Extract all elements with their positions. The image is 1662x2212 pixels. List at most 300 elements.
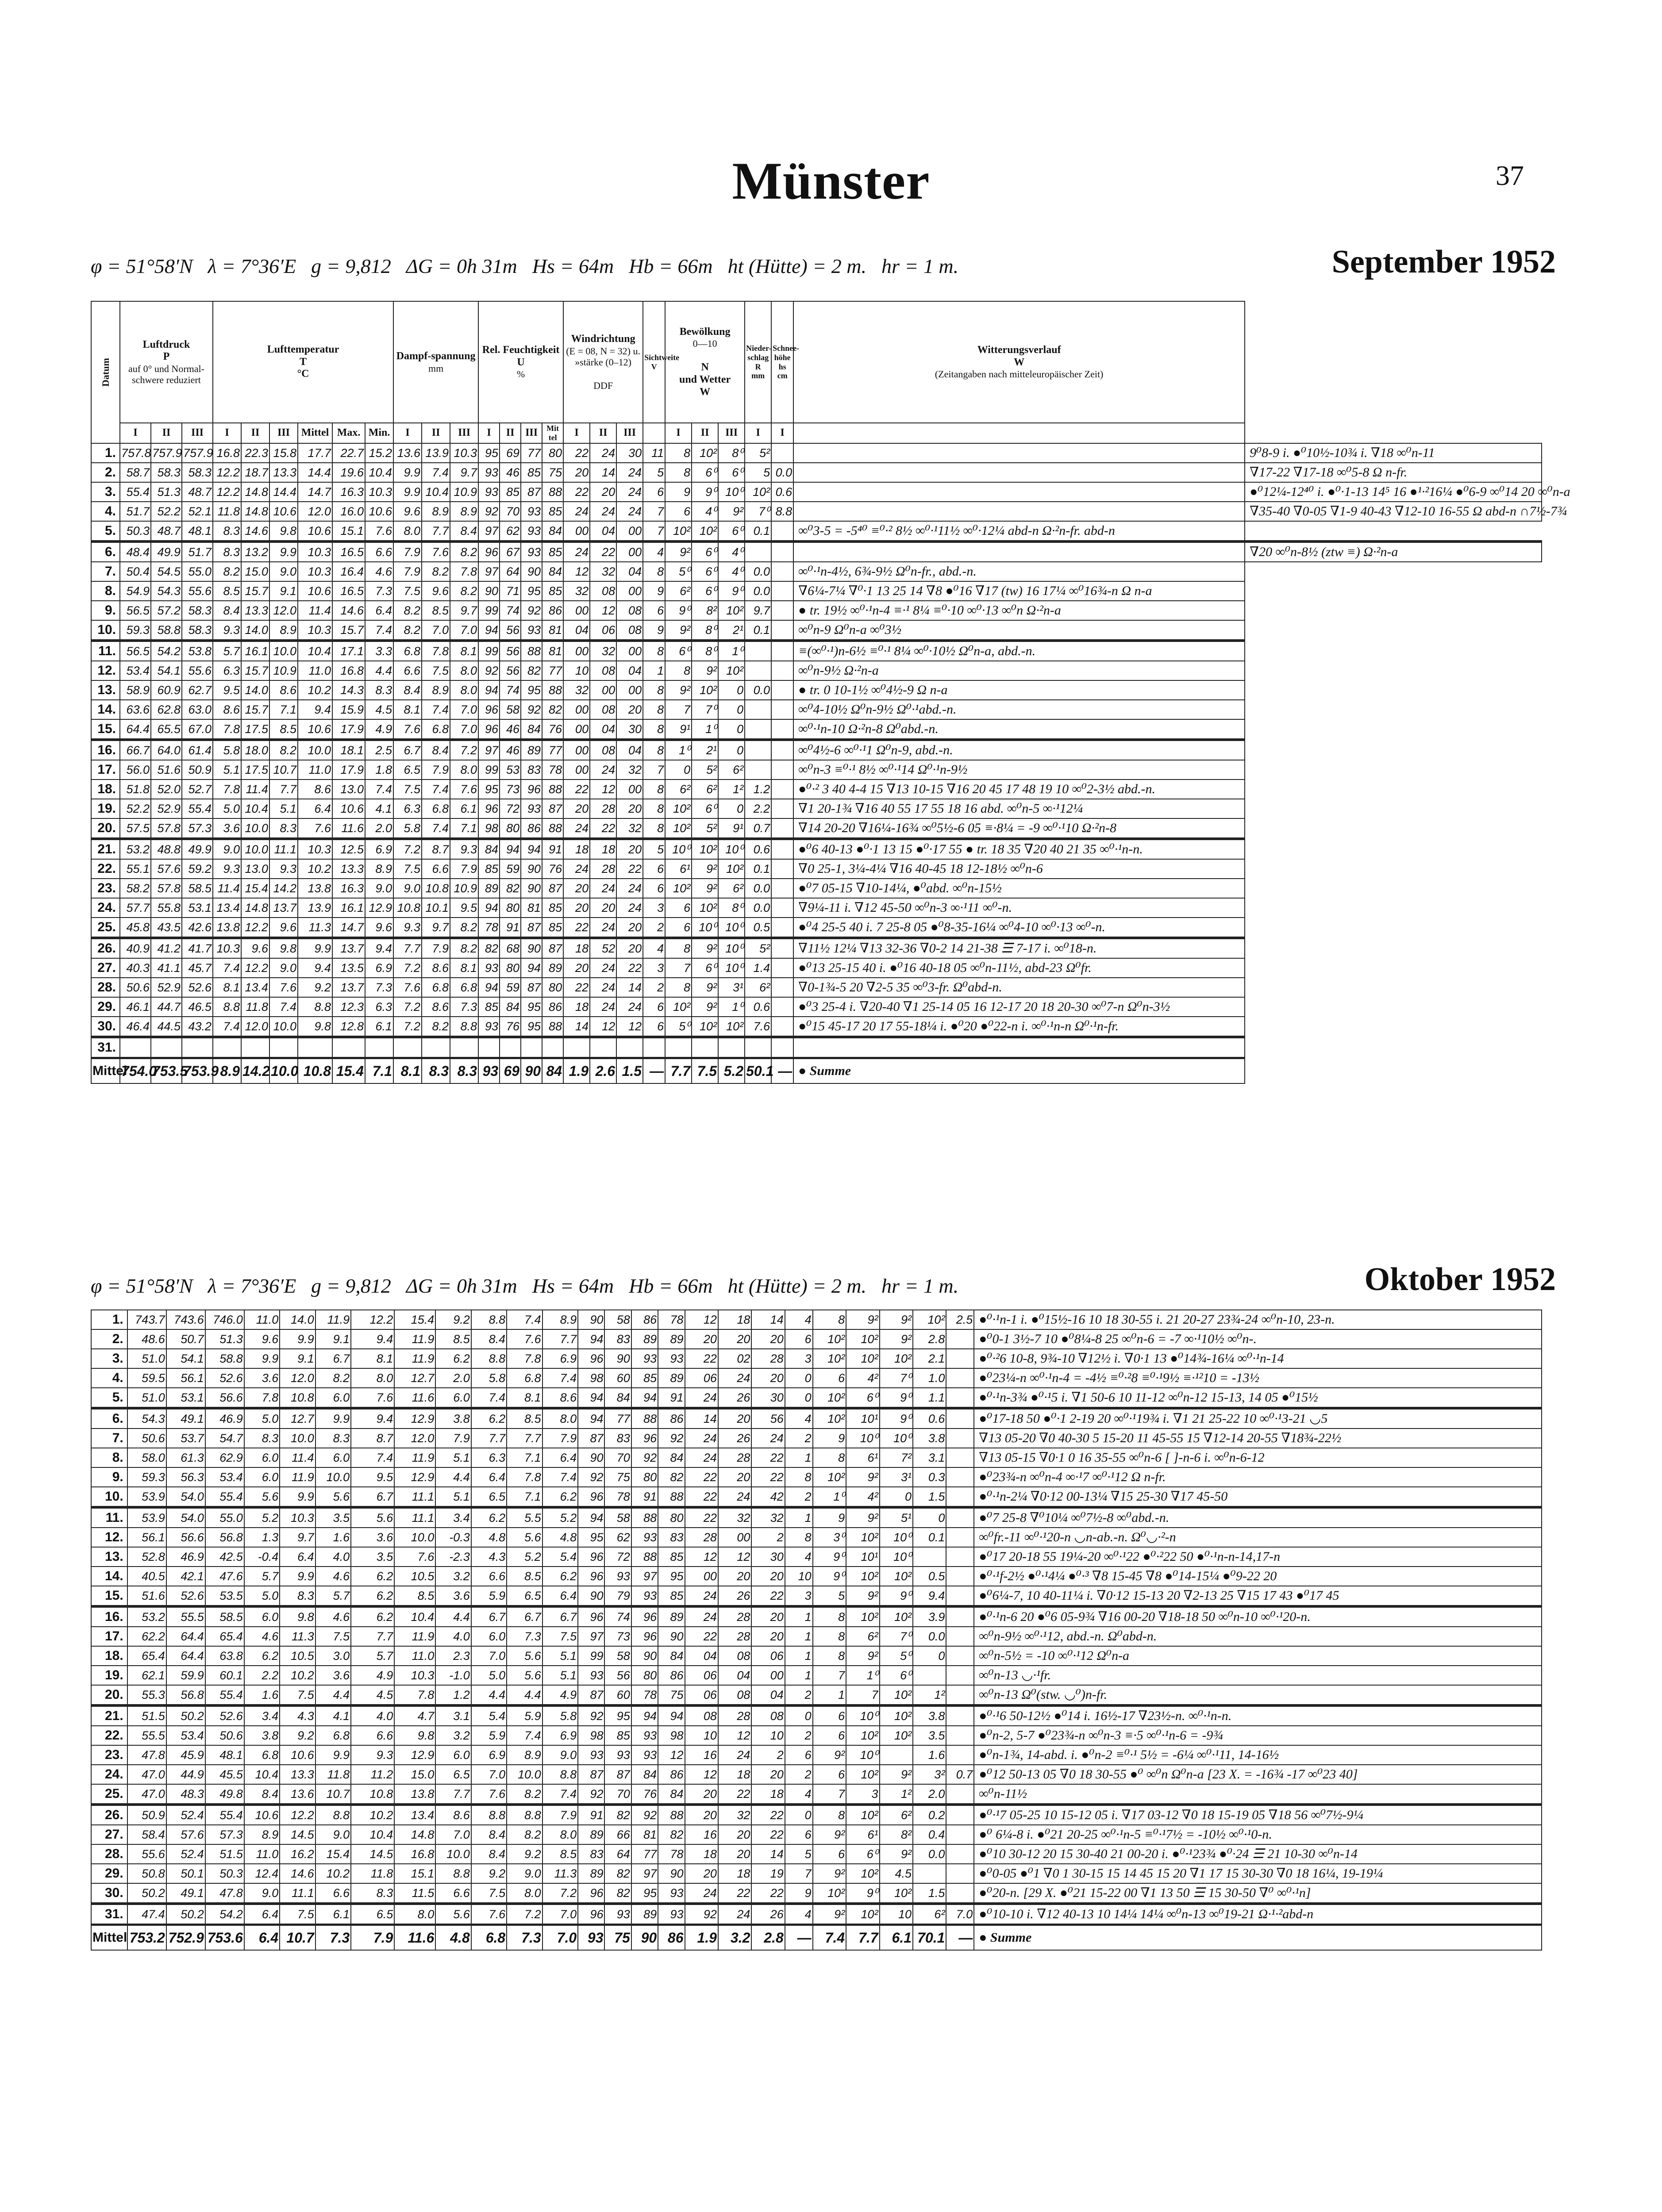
- value-cell: 4.4: [507, 1685, 542, 1705]
- value-cell: 11.9: [315, 1310, 351, 1329]
- value-cell: 2.1: [913, 1349, 946, 1368]
- value-cell: 9.8: [298, 1017, 332, 1037]
- mittel-value: 7.4: [813, 1925, 846, 1951]
- value-cell: 88: [658, 1487, 685, 1507]
- value-cell: 46.1: [120, 997, 151, 1017]
- value-cell: 12.5: [332, 839, 365, 859]
- value-cell: 10.6: [298, 521, 332, 541]
- value-cell: 8.3: [315, 1429, 351, 1448]
- value-cell: 7.6: [298, 818, 332, 839]
- value-cell: 57.3: [205, 1825, 244, 1844]
- weather-cell: ●⁰17-18 50 ●⁰·1 2-19 20 ∞⁰·¹19¾ i. ∇1 21 25-22 10 ∞⁰·¹3-21 ◡5: [974, 1408, 1542, 1429]
- day-cell: 4.: [91, 1368, 127, 1388]
- value-cell: 57.6: [151, 859, 182, 879]
- october-table: [91, 1310, 1542, 1951]
- value-cell: 32: [718, 1805, 751, 1825]
- table-row: [91, 859, 1542, 879]
- value-cell: 5.6: [507, 1528, 542, 1547]
- value-cell: 24: [590, 918, 616, 938]
- value-cell: 0.6: [771, 482, 793, 502]
- value-cell: 87: [521, 482, 542, 502]
- value-cell: 90: [578, 1310, 604, 1329]
- value-cell: 6.1: [450, 799, 478, 818]
- value-cell: 8.4: [422, 740, 450, 760]
- value-cell: 0: [913, 1507, 946, 1528]
- value-cell: 8.5: [507, 1567, 542, 1586]
- day-cell: 16.: [91, 1606, 127, 1627]
- header-part: U: [517, 356, 525, 368]
- value-cell: 9²: [846, 1310, 879, 1329]
- value-cell: 5.0: [244, 1586, 280, 1606]
- value-cell: 90: [521, 938, 542, 958]
- table-row: [91, 1429, 1542, 1448]
- value-cell: 22.7: [332, 443, 365, 463]
- value-cell: 0.5: [913, 1567, 946, 1586]
- value-cell: 51.0: [127, 1349, 166, 1368]
- header-part: mm: [751, 371, 765, 380]
- value-cell: 22: [616, 958, 643, 978]
- value-cell: 5.8: [542, 1705, 578, 1726]
- value-cell: 6²: [692, 780, 718, 799]
- value-cell: 00: [751, 1666, 785, 1685]
- value-cell: 93: [521, 799, 542, 818]
- value-cell: 8.0: [450, 760, 478, 780]
- value-cell: 8.9: [244, 1825, 280, 1844]
- value-cell: 11.0: [244, 1844, 280, 1864]
- value-cell: 7.6: [422, 541, 450, 562]
- day-cell: 2.: [91, 463, 120, 482]
- value-cell: 13.8: [298, 879, 332, 898]
- value-cell: 54.9: [120, 581, 151, 601]
- value-cell: 24: [590, 879, 616, 898]
- value-cell: 6.6: [435, 1883, 471, 1904]
- value-cell: [771, 700, 793, 719]
- page-title: Münster: [732, 151, 930, 210]
- value-cell: 55.4: [182, 799, 213, 818]
- header-rel-feuchtigkeit: [478, 301, 563, 423]
- value-cell: 5.1: [213, 760, 241, 780]
- value-cell: 6¹: [846, 1448, 879, 1467]
- value-cell: 7.5: [280, 1685, 315, 1705]
- value-cell: 80: [631, 1666, 658, 1685]
- value-cell: 76: [500, 1017, 521, 1037]
- value-cell: 55.0: [205, 1507, 244, 1528]
- value-cell: 6.9: [542, 1726, 578, 1745]
- value-cell: 7: [846, 1685, 879, 1705]
- value-cell: 1.1: [913, 1388, 946, 1408]
- weather-cell: [793, 1037, 1245, 1058]
- value-cell: 6.8: [244, 1745, 280, 1765]
- value-cell: 62.2: [127, 1627, 166, 1646]
- value-cell: 15.2: [365, 443, 393, 463]
- value-cell: 8.7: [422, 839, 450, 859]
- value-cell: 10.9: [450, 482, 478, 502]
- value-cell: [213, 1037, 241, 1058]
- value-cell: 8: [813, 1606, 846, 1627]
- day-cell: 16.: [91, 740, 120, 760]
- value-cell: 6.8: [393, 641, 422, 661]
- sub-header: I: [478, 423, 500, 443]
- value-cell: 24: [616, 502, 643, 521]
- value-cell: 8.1: [450, 958, 478, 978]
- value-cell: 7.4: [542, 1467, 578, 1487]
- value-cell: 8.6: [213, 700, 241, 719]
- value-cell: 5.9: [471, 1726, 507, 1745]
- value-cell: 2.0: [913, 1784, 946, 1805]
- value-cell: 10²: [880, 1567, 913, 1586]
- value-cell: 20: [563, 958, 590, 978]
- value-cell: 0: [718, 700, 745, 719]
- value-cell: 82: [500, 879, 521, 898]
- value-cell: 6.9: [471, 1745, 507, 1765]
- value-cell: 7.8: [422, 641, 450, 661]
- mittel-value: 10.7: [280, 1925, 315, 1951]
- value-cell: 10²: [692, 898, 718, 918]
- value-cell: 5.6: [315, 1487, 351, 1507]
- value-cell: 12.0: [280, 1368, 315, 1388]
- value-cell: 7.4: [422, 700, 450, 719]
- value-cell: 82: [604, 1805, 631, 1825]
- value-cell: 00: [616, 680, 643, 700]
- table-row: [91, 1487, 1542, 1507]
- value-cell: 14.0: [280, 1310, 315, 1329]
- value-cell: 96: [578, 1904, 604, 1925]
- value-cell: 22: [563, 482, 590, 502]
- value-cell: 51.0: [127, 1388, 166, 1408]
- value-cell: 10²: [813, 1329, 846, 1349]
- value-cell: 18: [563, 938, 590, 958]
- value-cell: 0.3: [913, 1467, 946, 1487]
- value-cell: 60: [604, 1368, 631, 1388]
- value-cell: 12: [590, 1017, 616, 1037]
- value-cell: 9.7: [450, 463, 478, 482]
- value-cell: 16.8: [332, 661, 365, 680]
- value-cell: 5.0: [471, 1666, 507, 1685]
- value-cell: 91: [631, 1487, 658, 1507]
- value-cell: 98: [658, 1726, 685, 1745]
- value-cell: 54.0: [166, 1487, 205, 1507]
- value-cell: 8.2: [450, 938, 478, 958]
- value-cell: 46.9: [205, 1408, 244, 1429]
- value-cell: 54.2: [205, 1904, 244, 1925]
- value-cell: 50.3: [205, 1864, 244, 1883]
- day-cell: 18.: [91, 780, 120, 799]
- value-cell: 10.1: [422, 898, 450, 918]
- value-cell: 6.9: [542, 1349, 578, 1368]
- value-cell: 22: [590, 818, 616, 839]
- value-cell: 14.8: [241, 482, 269, 502]
- value-cell: 10⁰: [718, 918, 745, 938]
- weather-cell: ● tr. 19½ ∞⁰·¹n-4 ≡·¹ 8¼ ≡⁰·10 ∞⁰·13 ∞⁰n Ω·²n-a: [793, 601, 1245, 620]
- sub-header: [793, 423, 1245, 443]
- table-row: [91, 1037, 1542, 1058]
- value-cell: 64: [500, 562, 521, 581]
- value-cell: 9.9: [393, 463, 422, 482]
- table-row: [91, 502, 1542, 521]
- table-row: [91, 1705, 1542, 1726]
- mittel-value: 7.1: [365, 1058, 393, 1084]
- value-cell: 0.6: [745, 997, 771, 1017]
- value-cell: 74: [500, 680, 521, 700]
- value-cell: 1⁰: [718, 997, 745, 1017]
- value-cell: 85: [631, 1368, 658, 1388]
- day-cell: 2.: [91, 1329, 127, 1349]
- value-cell: 26: [718, 1429, 751, 1448]
- value-cell: 95: [521, 1017, 542, 1037]
- value-cell: [946, 1726, 974, 1745]
- value-cell: 5.9: [507, 1705, 542, 1726]
- header-part: und Wetter: [679, 373, 731, 385]
- value-cell: 10²: [813, 1349, 846, 1368]
- value-cell: 20: [685, 1805, 718, 1825]
- value-cell: 14.2: [269, 879, 298, 898]
- value-cell: 24: [590, 997, 616, 1017]
- value-cell: 10²: [718, 859, 745, 879]
- value-cell: 11.0: [298, 661, 332, 680]
- value-cell: 45.5: [205, 1765, 244, 1784]
- value-cell: 45.9: [166, 1745, 205, 1765]
- value-cell: 24: [751, 1429, 785, 1448]
- value-cell: 87: [578, 1765, 604, 1784]
- value-cell: 8.9: [507, 1745, 542, 1765]
- value-cell: 4.5: [365, 700, 393, 719]
- value-cell: 9²: [880, 1765, 913, 1784]
- value-cell: 9.1: [269, 581, 298, 601]
- value-cell: 00: [616, 641, 643, 661]
- value-cell: 6²: [718, 760, 745, 780]
- weather-cell: ∞⁰4-10½ Ω⁰n-9½ Ω⁰·¹abd.-n.: [793, 700, 1245, 719]
- value-cell: 11.1: [269, 839, 298, 859]
- value-cell: 15.4: [315, 1844, 351, 1864]
- value-cell: [745, 719, 771, 740]
- value-cell: 58: [604, 1507, 631, 1528]
- value-cell: 9²: [692, 997, 718, 1017]
- value-cell: 58: [604, 1646, 631, 1666]
- value-cell: 96: [578, 1567, 604, 1586]
- value-cell: 10²: [846, 1805, 879, 1825]
- value-cell: 81: [521, 898, 542, 918]
- value-cell: 56.8: [205, 1528, 244, 1547]
- mittel-row: [91, 1058, 1542, 1084]
- value-cell: 1²: [913, 1685, 946, 1705]
- value-cell: 14.6: [332, 601, 365, 620]
- value-cell: 9²: [665, 680, 692, 700]
- value-cell: 56.1: [127, 1528, 166, 1547]
- value-cell: 06: [685, 1685, 718, 1705]
- value-cell: [946, 1448, 974, 1467]
- header-part: 0—10: [692, 338, 717, 349]
- value-cell: [946, 1883, 974, 1904]
- value-cell: 94: [478, 620, 500, 641]
- value-cell: 88: [542, 780, 563, 799]
- value-cell: 86: [542, 997, 563, 1017]
- value-cell: 93: [631, 1349, 658, 1368]
- value-cell: 3: [785, 1586, 813, 1606]
- value-cell: [946, 1805, 974, 1825]
- value-cell: 97: [578, 1627, 604, 1646]
- value-cell: [946, 1487, 974, 1507]
- value-cell: 00: [563, 700, 590, 719]
- value-cell: 11.9: [394, 1329, 435, 1349]
- value-cell: 84: [658, 1646, 685, 1666]
- header-part: W: [1014, 356, 1025, 368]
- mittel-label: Mittel: [91, 1058, 120, 1084]
- value-cell: 8.8: [315, 1805, 351, 1825]
- value-cell: 3.8: [244, 1726, 280, 1745]
- value-cell: 7: [813, 1666, 846, 1685]
- table-row: [91, 1844, 1542, 1864]
- value-cell: 16.8: [394, 1844, 435, 1864]
- table-row: [91, 839, 1542, 859]
- day-cell: 20.: [91, 1685, 127, 1705]
- sub-header: II: [241, 423, 269, 443]
- longitude: λ = 7°36′E: [208, 1275, 296, 1297]
- value-cell: 6.0: [244, 1467, 280, 1487]
- value-cell: 92: [631, 1448, 658, 1467]
- value-cell: [718, 1037, 745, 1058]
- table-row: [91, 1745, 1542, 1765]
- value-cell: 95: [658, 1567, 685, 1586]
- table-row: [91, 1567, 1542, 1586]
- value-cell: 93: [604, 1904, 631, 1925]
- value-cell: 10.0: [435, 1844, 471, 1864]
- value-cell: 00: [685, 1567, 718, 1586]
- value-cell: 8.8: [542, 1765, 578, 1784]
- value-cell: 56: [604, 1666, 631, 1685]
- value-cell: 98: [578, 1368, 604, 1388]
- value-cell: 15.7: [332, 620, 365, 641]
- value-cell: 57.7: [120, 898, 151, 918]
- value-cell: [745, 641, 771, 661]
- value-cell: [771, 780, 793, 799]
- value-cell: 6.3: [365, 997, 393, 1017]
- value-cell: 9⁰: [665, 601, 692, 620]
- weather-cell: ● tr. 0 10-1½ ∞⁰4½-9 Ω n-a: [793, 680, 1245, 700]
- value-cell: 7.2: [393, 997, 422, 1017]
- value-cell: 40.3: [120, 958, 151, 978]
- value-cell: 9.9: [244, 1349, 280, 1368]
- value-cell: 20: [718, 1825, 751, 1844]
- value-cell: 52.8: [127, 1547, 166, 1567]
- table-row: [91, 740, 1542, 760]
- value-cell: 7.7: [542, 1329, 578, 1349]
- value-cell: 57.2: [151, 601, 182, 620]
- mittel-value: 6.1: [880, 1925, 913, 1951]
- value-cell: 10.3: [298, 620, 332, 641]
- mittel-value: 754.0: [120, 1058, 151, 1084]
- value-cell: 3.8: [435, 1408, 471, 1429]
- value-cell: 11.9: [394, 1627, 435, 1646]
- value-cell: 97: [631, 1864, 658, 1883]
- value-cell: 55.6: [182, 661, 213, 680]
- value-cell: 99: [478, 641, 500, 661]
- value-cell: 2¹: [718, 620, 745, 641]
- mittel-value: —: [771, 1058, 793, 1084]
- value-cell: 77: [542, 740, 563, 760]
- value-cell: 6.0: [315, 1388, 351, 1408]
- value-cell: 08: [751, 1705, 785, 1726]
- value-cell: 10.4: [241, 799, 269, 818]
- value-cell: 6: [665, 898, 692, 918]
- sub-header: I: [745, 423, 771, 443]
- value-cell: 54.0: [166, 1507, 205, 1528]
- value-cell: 10⁰: [880, 1429, 913, 1448]
- mittel-value: 86: [658, 1925, 685, 1951]
- value-cell: 24: [616, 898, 643, 918]
- value-cell: -0.3: [435, 1528, 471, 1547]
- value-cell: 65.4: [127, 1646, 166, 1666]
- value-cell: 8.5: [213, 581, 241, 601]
- value-cell: 11.8: [213, 502, 241, 521]
- value-cell: 4.6: [365, 562, 393, 581]
- value-cell: 89: [578, 1825, 604, 1844]
- value-cell: 2: [643, 918, 665, 938]
- value-cell: 51.3: [205, 1329, 244, 1349]
- value-cell: 5⁰: [880, 1646, 913, 1666]
- value-cell: 97: [478, 740, 500, 760]
- value-cell: 48.4: [120, 541, 151, 562]
- value-cell: 92: [521, 700, 542, 719]
- value-cell: 24: [718, 1368, 751, 1388]
- value-cell: 93: [478, 958, 500, 978]
- value-cell: 6: [813, 1726, 846, 1745]
- value-cell: 32: [590, 641, 616, 661]
- value-cell: 5.0: [213, 799, 241, 818]
- value-cell: 8.9: [269, 620, 298, 641]
- value-cell: 89: [658, 1329, 685, 1349]
- value-cell: 7.8: [507, 1467, 542, 1487]
- header-part: (E = 08, N = 32) u. »stärke (0–12): [566, 345, 640, 368]
- day-cell: 26.: [91, 1805, 127, 1825]
- value-cell: 49.9: [151, 541, 182, 562]
- value-cell: 00: [616, 521, 643, 541]
- value-cell: 24: [590, 958, 616, 978]
- value-cell: 94: [521, 839, 542, 859]
- value-cell: 20: [563, 799, 590, 818]
- value-cell: 9.9: [315, 1408, 351, 1429]
- value-cell: 22: [718, 1883, 751, 1904]
- value-cell: 9⁰: [846, 1883, 879, 1904]
- value-cell: 5: [643, 463, 665, 482]
- value-cell: 64.4: [120, 719, 151, 740]
- value-cell: 6: [643, 601, 665, 620]
- value-cell: [692, 1037, 718, 1058]
- value-cell: 80: [500, 958, 521, 978]
- value-cell: 40.9: [120, 938, 151, 958]
- value-cell: 95: [631, 1883, 658, 1904]
- value-cell: 24: [616, 482, 643, 502]
- value-cell: 22: [590, 541, 616, 562]
- value-cell: 76: [542, 719, 563, 740]
- value-cell: [946, 1507, 974, 1528]
- value-cell: 72: [604, 1547, 631, 1567]
- value-cell: 9²: [692, 661, 718, 680]
- value-cell: 24: [590, 978, 616, 997]
- value-cell: 20: [563, 879, 590, 898]
- value-cell: 83: [578, 1844, 604, 1864]
- value-cell: 20: [590, 482, 616, 502]
- day-cell: 30.: [91, 1883, 127, 1904]
- value-cell: 22: [718, 1784, 751, 1805]
- value-cell: 6: [643, 997, 665, 1017]
- value-cell: 8: [813, 1646, 846, 1666]
- value-cell: 11.8: [351, 1864, 394, 1883]
- mittel-value: 6.8: [471, 1925, 507, 1951]
- value-cell: 0.0: [745, 898, 771, 918]
- value-cell: 04: [685, 1646, 718, 1666]
- value-cell: 6⁰: [718, 463, 745, 482]
- value-cell: 6.6: [471, 1567, 507, 1586]
